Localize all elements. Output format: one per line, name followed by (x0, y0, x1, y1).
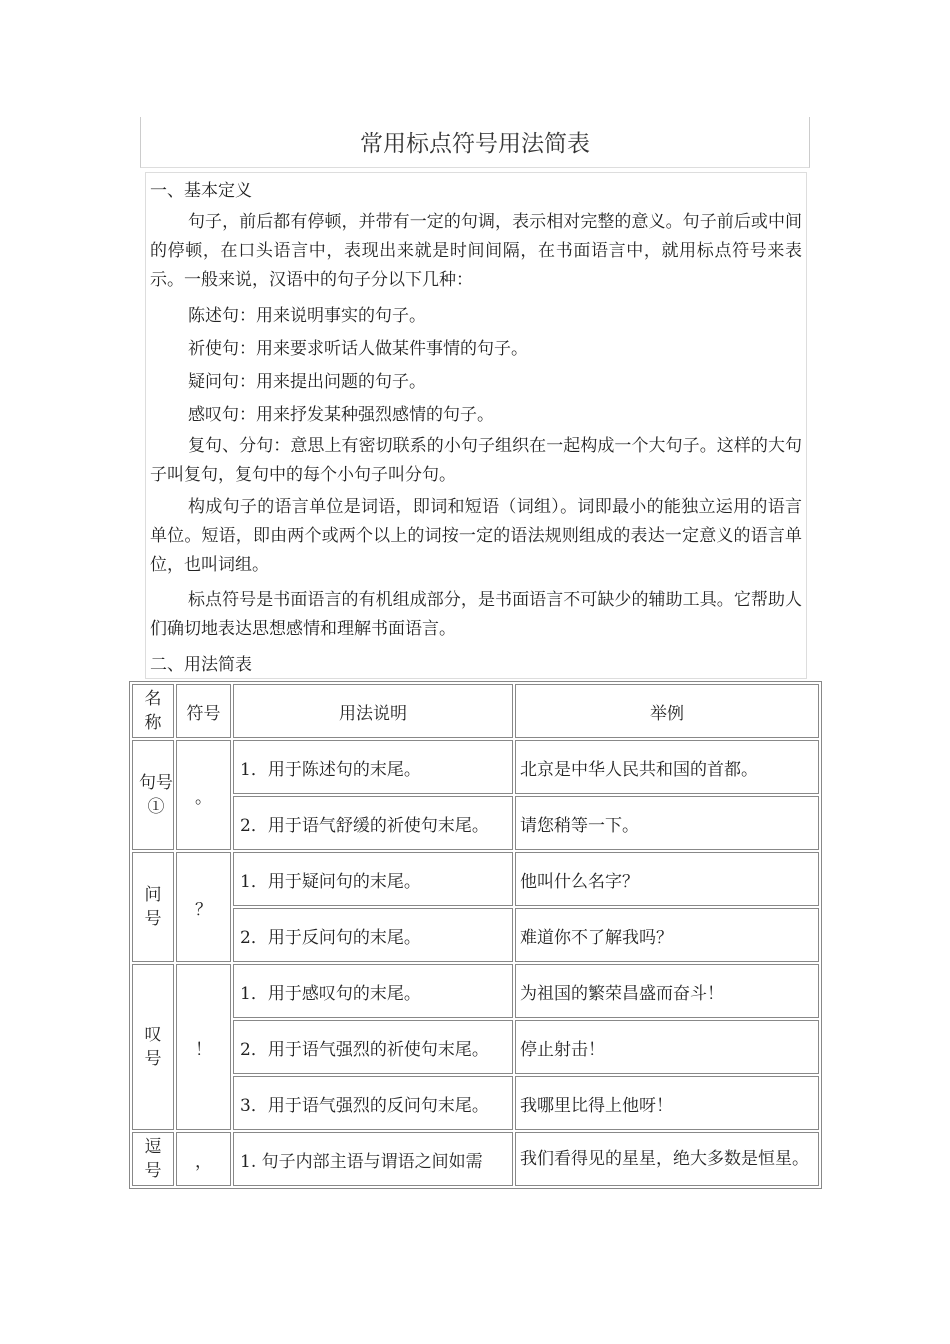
header-example: 举例 (515, 684, 819, 738)
table-header-row (132, 684, 819, 738)
table-row (132, 1132, 819, 1186)
example-cell: 我哪里比得上他呀！ (515, 1076, 819, 1130)
table-row (132, 1020, 819, 1074)
section-heading-usage-table: 二、用法简表 (150, 655, 252, 675)
mark-symbol-question: ？ (176, 852, 231, 962)
paragraph-word-units: 构成句子的语言单位是词语，即词和短语（词组）。词即最小的能独立运用的语言单位。短语，即由两个或两个以上的词按一定的语法规则组成的表达一定意义的语言单位，也叫词组。 (150, 497, 802, 575)
mark-symbol-comma: ， (176, 1132, 231, 1186)
page-title: 常用标点符号用法简表 (360, 131, 590, 157)
usage-table (129, 681, 822, 1189)
mark-name-question: 问号 (132, 852, 174, 962)
usage-cell: 2．用于反问句的末尾。 (233, 908, 513, 962)
header-symbol: 符号 (176, 684, 231, 738)
paragraph-complex-sentence: 复句、分句：意思上有密切联系的小句子组织在一起构成一个大句子。这样的大句子叫复句，复句中的每个小句子叫分句。 (150, 436, 802, 485)
example-cell: 他叫什么名字？ (515, 852, 819, 906)
paragraph-sentence-definition: 句子，前后都有停顿，并带有一定的句调，表示相对完整的意义。句子前后或中间的停顿，在口头语言中，表现出来就是时间间隔，在书面语言中，就用标点符号来表示。一般来说，汉语中的句子分以下几种： (150, 212, 802, 290)
mark-name-period: 句号① (132, 740, 174, 850)
example-cell: 北京是中华人民共和国的首都。 (515, 740, 819, 794)
usage-cell: 1．用于感叹句的末尾。 (233, 964, 513, 1018)
usage-cell: 2．用于语气强烈的祈使句末尾。 (233, 1020, 513, 1074)
sentence-type-declarative: 陈述句：用来说明事实的句子。 (188, 306, 426, 326)
table-row (132, 740, 819, 794)
sentence-type-imperative: 祈使句：用来要求听话人做某件事情的句子。 (188, 339, 528, 359)
example-cell: 请您稍等一下。 (515, 796, 819, 850)
mark-name-exclamation: 叹号 (132, 964, 174, 1130)
table-row (132, 908, 819, 962)
table-row (132, 1076, 819, 1130)
table-row (132, 796, 819, 850)
usage-cell: 3．用于语气强烈的反问句末尾。 (233, 1076, 513, 1130)
usage-cell: 2．用于语气舒缓的祈使句末尾。 (233, 796, 513, 850)
table-row (132, 964, 819, 1018)
example-cell: 难道你不了解我吗？ (515, 908, 819, 962)
usage-cell: 1．用于陈述句的末尾。 (233, 740, 513, 794)
header-usage: 用法说明 (233, 684, 513, 738)
section-heading-definitions: 一、基本定义 (150, 181, 252, 201)
sentence-type-exclamatory: 感叹句：用来抒发某种强烈感情的句子。 (188, 405, 494, 425)
header-name: 名称 (132, 684, 174, 738)
table-row (132, 852, 819, 906)
example-cell: 为祖国的繁荣昌盛而奋斗！ (515, 964, 819, 1018)
example-cell: 我们看得见的星星，绝大多数是恒星。 (515, 1132, 819, 1186)
title-box (140, 117, 810, 168)
mark-symbol-exclamation: ！ (176, 964, 231, 1130)
paragraph-punctuation-role: 标点符号是书面语言的有机组成部分，是书面语言不可缺少的辅助工具。它帮助人们确切地表达思想感情和理解书面语言。 (150, 590, 802, 639)
mark-symbol-period: 。 (176, 740, 231, 850)
usage-cell: 1．用于疑问句的末尾。 (233, 852, 513, 906)
example-cell: 停止射击！ (515, 1020, 819, 1074)
usage-cell: 1. 句子内部主语与谓语之间如需 (233, 1132, 513, 1186)
sentence-type-interrogative: 疑问句：用来提出问题的句子。 (188, 372, 426, 392)
mark-name-comma: 逗号 (132, 1132, 174, 1186)
